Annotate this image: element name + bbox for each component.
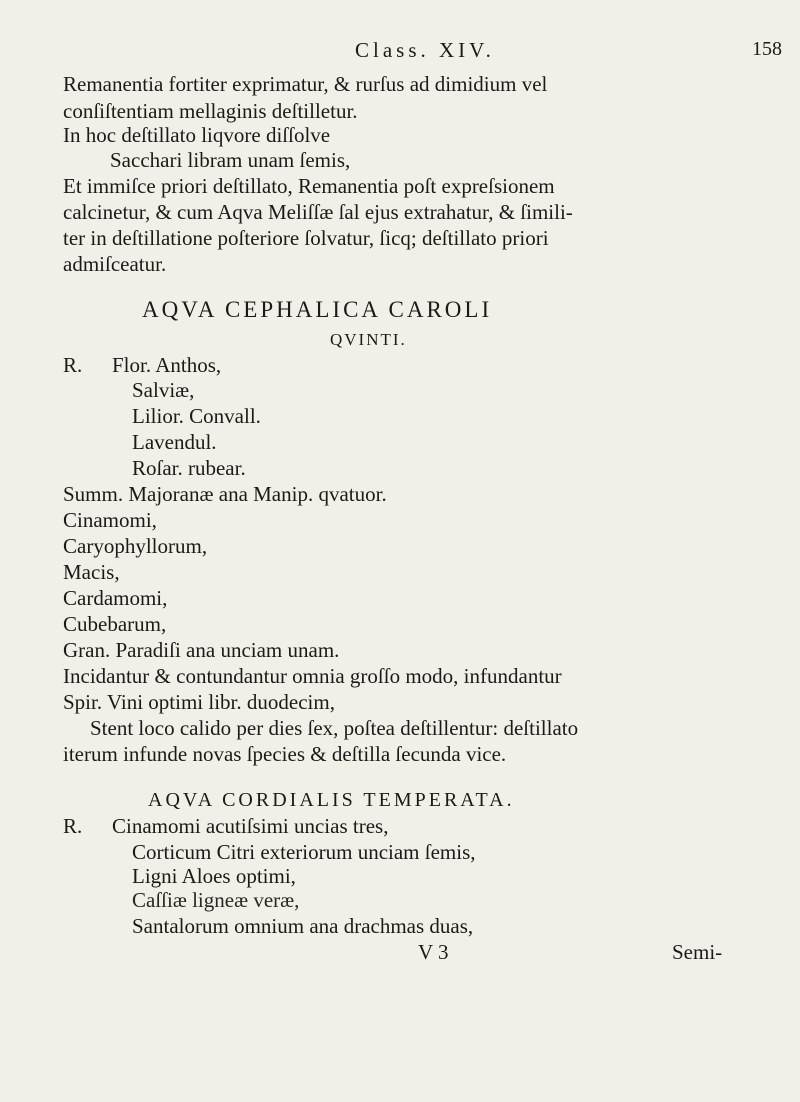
text-line: In hoc deſtillato liqvore diſſolve [63, 123, 331, 147]
ingredient-line: Cardamomi, [63, 586, 168, 610]
text-line: Et immiſce priori deſtillato, Remanentia poſt expreſsionem [63, 174, 555, 198]
running-head-title: Class. XIV. [355, 38, 495, 62]
catchword: Semi- [672, 940, 723, 964]
ingredient-line: Salviæ, [132, 378, 195, 402]
ingredient-line: Summ. Majoranæ ana Manip. qvatuor. [63, 482, 387, 506]
text-line: Sacchari libram unam ſemis, [110, 148, 351, 172]
recipe-mark: R. [63, 814, 83, 838]
ingredient-line: Macis, [63, 560, 120, 584]
instruction-line: Spir. Vini optimi libr. duodecim, [63, 690, 335, 714]
instruction-line: Incidantur & contundantur omnia groſſo modo, infundantur [63, 664, 562, 688]
instruction-line: Stent loco calido per dies ſex, poſtea deſtillentur: deſtillato [90, 716, 579, 740]
ingredient-line: Lavendul. [132, 430, 217, 454]
running-head [0, 38, 800, 66]
text-line: admiſceatur. [63, 252, 167, 276]
text-line: calcinetur, & cum Aqva Meliſſæ ſal ejus extrahatur, & ſimili- [63, 200, 573, 224]
ingredient-line: Caryophyllorum, [63, 534, 208, 558]
ingredient-line: Cinamomi acutiſsimi uncias tres, [112, 814, 389, 838]
ingredient-line: Caſſiæ ligneæ veræ, [132, 888, 300, 912]
text-line: ter in deſtillatione poſteriore ſolvatur, ſicq; deſtillato priori [63, 226, 549, 250]
ingredient-line: Santalorum omnium ana drachmas duas, [132, 914, 474, 938]
ingredient-line: Corticum Citri exteriorum unciam ſemis, [132, 840, 476, 864]
ingredient-line: Cubebarum, [63, 612, 167, 636]
recipe-subtitle: QVINTI. [330, 330, 407, 349]
text-line: Remanentia fortiter exprimatur, & rurſus ad dimidium vel [63, 72, 548, 96]
ingredient-line: Flor. Anthos, [112, 353, 222, 377]
recipe-mark: R. [63, 353, 83, 377]
ingredient-line: Ligni Aloes optimi, [132, 864, 296, 888]
recipe-title: AQVA CEPHALICA CAROLI [142, 297, 493, 322]
signature-mark: V 3 [418, 940, 449, 964]
text-line: conſiſtentiam mellaginis deſtilletur. [63, 99, 358, 123]
page-number: 158 [752, 38, 782, 60]
recipe-title: AQVA CORDIALIS TEMPERATA. [148, 789, 515, 811]
instruction-line: iterum infunde novas ſpecies & deſtilla ſecunda vice. [63, 742, 507, 766]
ingredient-line: Roſar. rubear. [132, 456, 246, 480]
ingredient-line: Cinamomi, [63, 508, 157, 532]
ingredient-line: Gran. Paradiſi ana unciam unam. [63, 638, 340, 662]
ingredient-line: Lilior. Convall. [132, 404, 261, 428]
